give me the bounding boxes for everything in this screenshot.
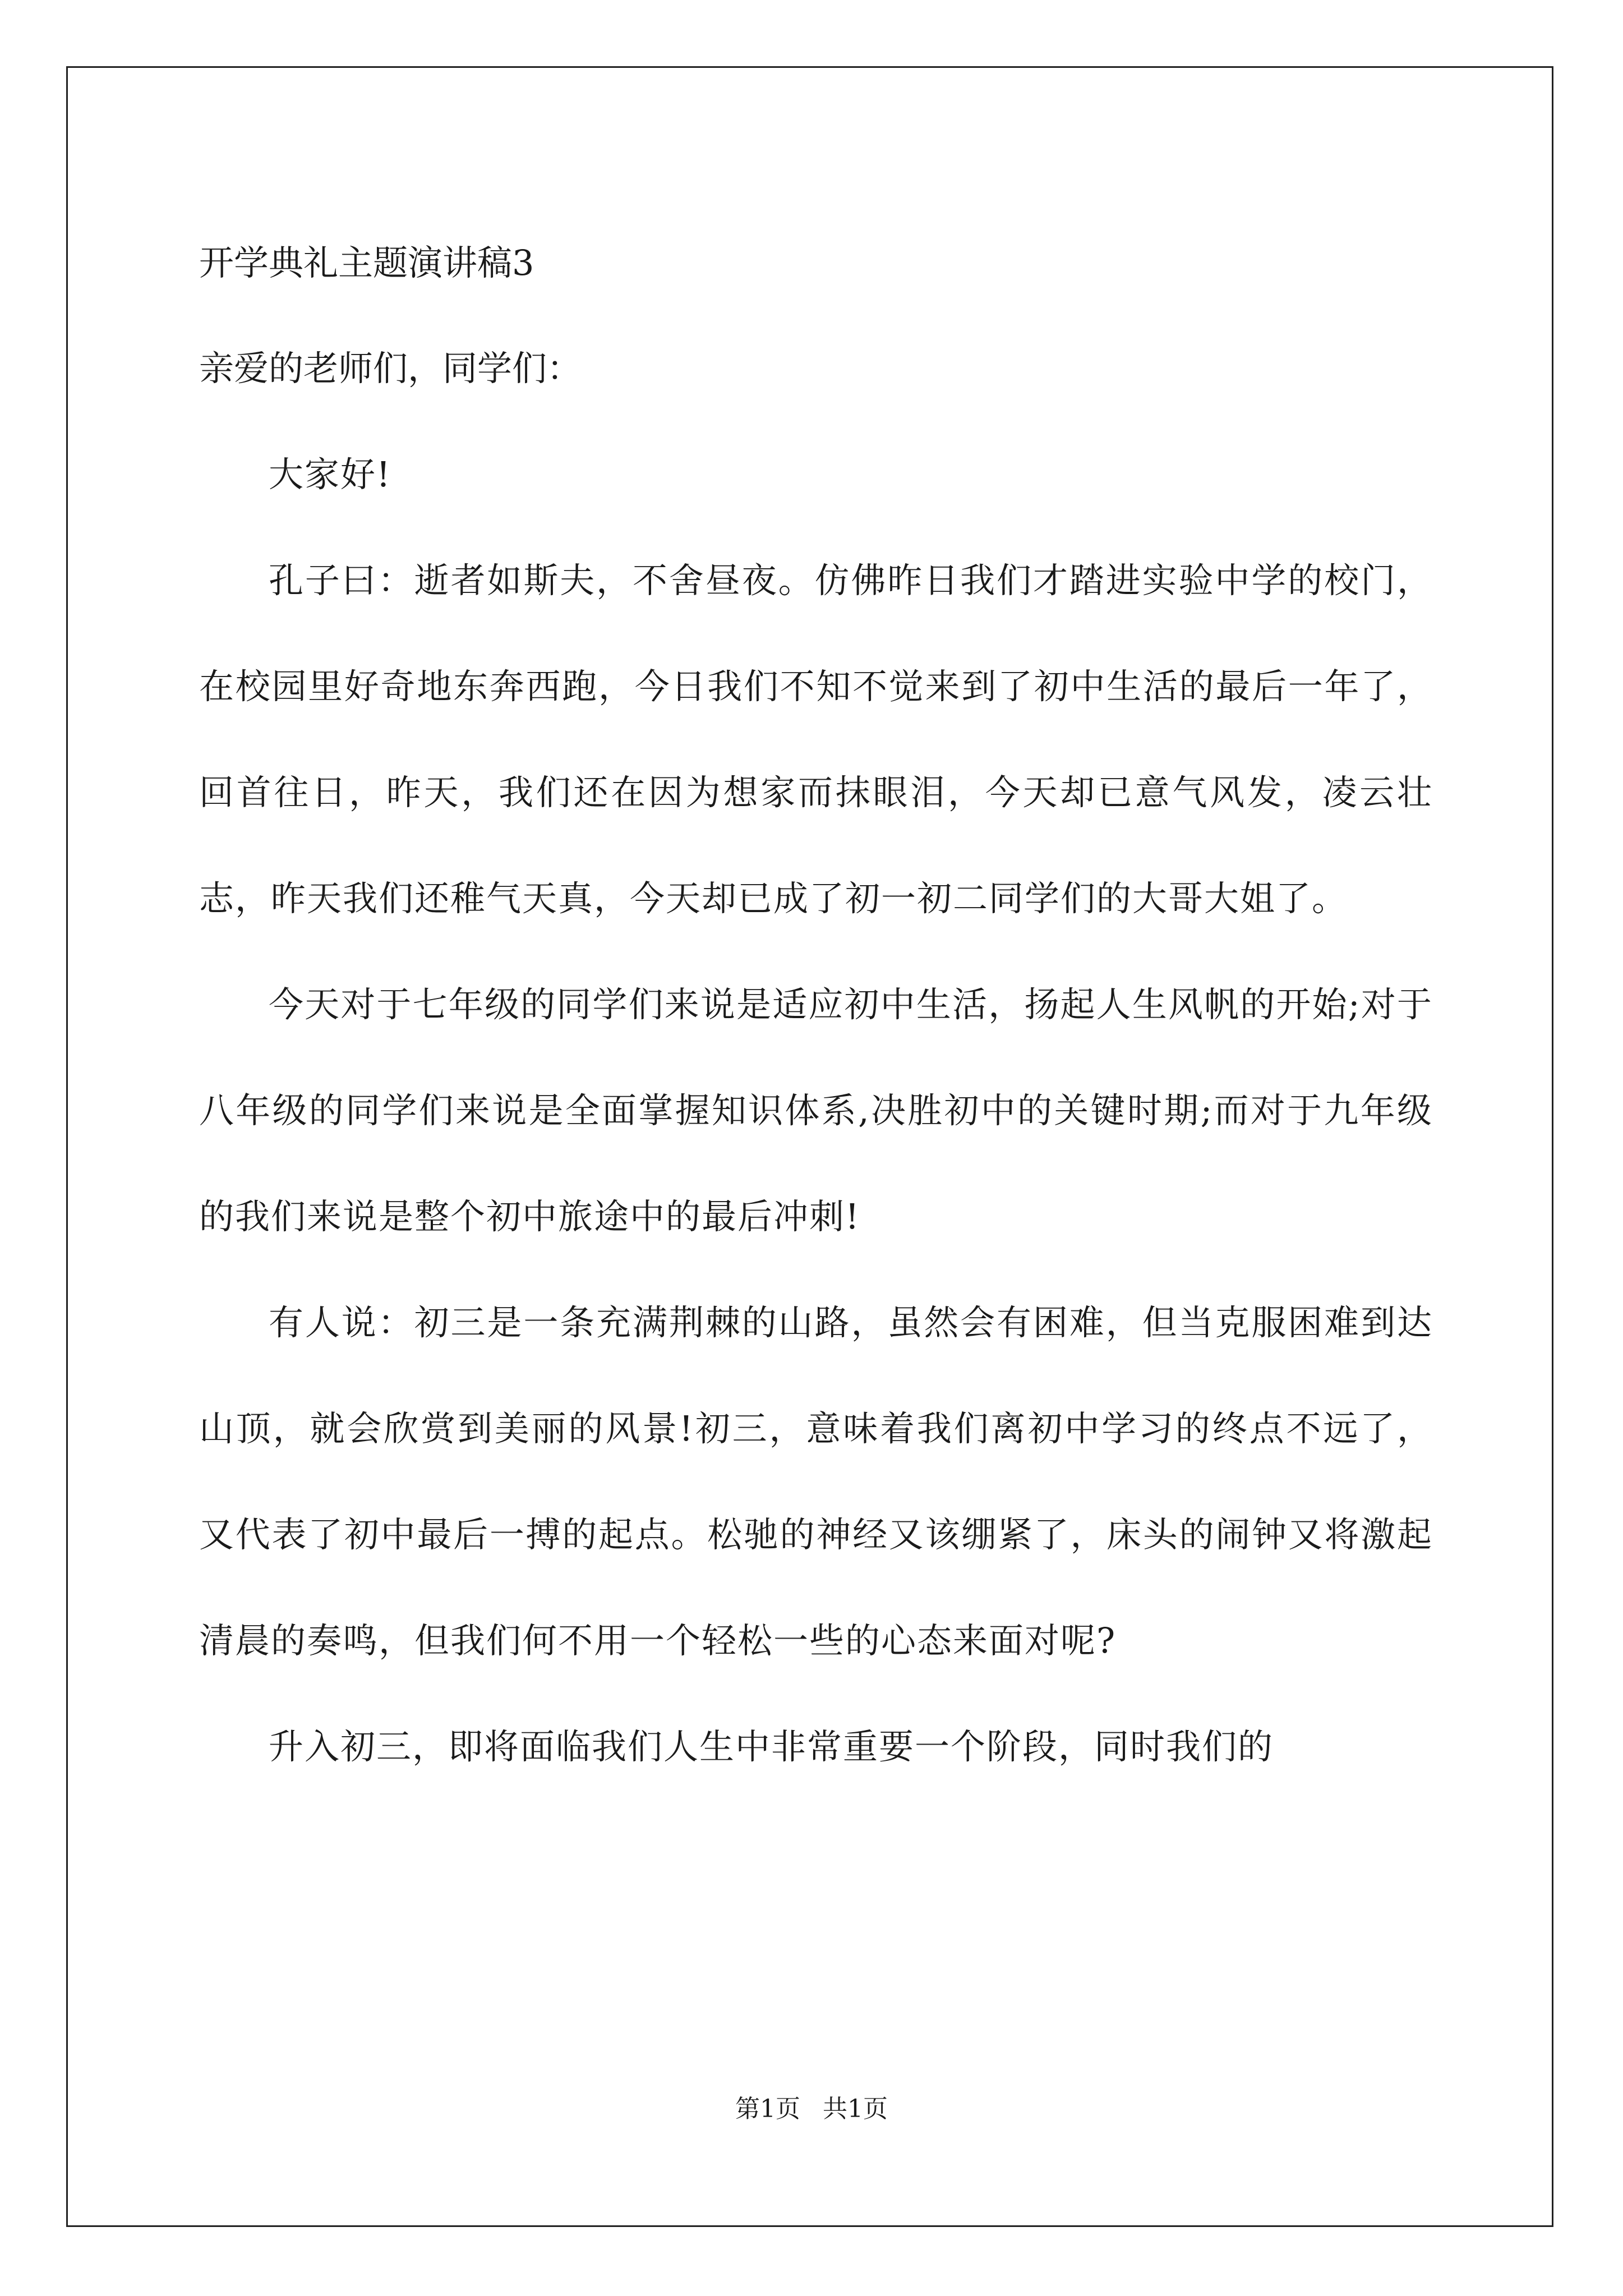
page-number-total: 共1页 bbox=[823, 2095, 888, 2123]
page-number-current: 第1页 bbox=[735, 2095, 800, 2123]
page-footer bbox=[0, 2092, 1623, 2126]
paragraph-list bbox=[199, 421, 1433, 1800]
paragraph: 孔子曰：逝者如斯夫，不舍昼夜。仿佛昨日我们才踏进实验中学的校门，在校园里好奇地东奔西跑，今日我们不知不觉来到了初中生活的最后一年了，回首往日，昨天，我们还在因为想家而抹眼泪，今天却已意气风发，凌云壮志，昨天我们还稚气天真，今天却已成了初一初二同学们的大哥大姐了。 bbox=[199, 560, 1433, 919]
paragraph: 今天对于七年级的同学们来说是适应初中生活，扬起人生风帆的开始;对于八年级的同学们来说是全面掌握知识体系,决胜初中的关键时期;而对于九年级的我们来说是整个初中旅途中的最后冲刺! bbox=[199, 984, 1433, 1237]
document-title: 开学典礼主题演讲稿3 bbox=[199, 242, 534, 283]
paragraph: 升入初三，即将面临我们人生中非常重要一个阶段，同时我们的 bbox=[269, 1726, 1274, 1767]
salutation: 亲爱的老师们，同学们： bbox=[199, 348, 582, 389]
paragraph: 有人说：初三是一条充满荆棘的山路，虽然会有困难，但当克服困难到达山顶，就会欣赏到美丽的风景!初三，意味着我们离初中学习的终点不远了，又代表了初中最后一搏的起点。松驰的神经又该绷紧了，床头的闹钟又将激起清晨的奏鸣，但我们何不用一个轻松一些的心态来面对呢? bbox=[199, 1302, 1433, 1661]
paragraph-greeting: 大家好! bbox=[269, 454, 391, 495]
